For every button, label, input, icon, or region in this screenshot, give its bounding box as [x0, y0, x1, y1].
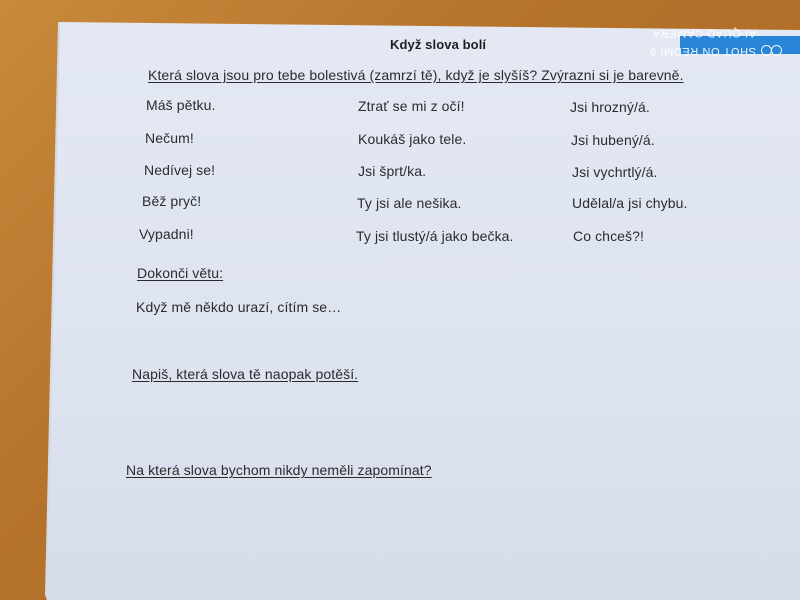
- phrase-col2-row1: Ztrať se mi z očí!: [358, 98, 465, 114]
- phrase-col1-row3: Nedívej se!: [144, 162, 216, 178]
- phrase-col3-row2: Jsi hubený/á.: [571, 132, 655, 148]
- task1-heading: Dokonči větu:: [137, 265, 224, 281]
- instruction-text: Která slova jsou pro tebe bolestivá (zamrzí tě), když je slyšíš? Zvýrazni si je barevně.: [148, 67, 684, 83]
- dual-circle-camera-icon: [760, 46, 782, 57]
- phrase-col2-row5: Ty jsi tlustý/á jako bečka.: [356, 228, 514, 244]
- phrase-col2-row3: Jsi šprt/ka.: [358, 163, 427, 179]
- watermark-line1: SHOT ON REDMI 9: [649, 45, 756, 57]
- phrase-col2-row2: Koukáš jako tele.: [358, 131, 467, 147]
- phrase-col3-row3: Jsi vychrtlý/á.: [572, 164, 658, 180]
- phrase-col3-row4: Udělal/a jsi chybu.: [572, 195, 688, 211]
- phrase-col1-row4: Běž pryč!: [142, 193, 202, 209]
- phrase-col1-row5: Vypadni!: [139, 226, 194, 242]
- task1-prompt: Když mě někdo urazí, cítím se…: [136, 299, 342, 315]
- phrase-col1-row1: Máš pětku.: [146, 97, 216, 113]
- task2-heading: Napiš, která slova tě naopak potěší.: [132, 366, 359, 382]
- phrase-col3-row1: Jsi hrozný/á.: [570, 99, 650, 115]
- task3-heading: Na která slova bychom nikdy neměli zapomínat?: [126, 462, 432, 478]
- phrase-col1-row2: Nečum!: [145, 130, 194, 146]
- watermark-line2: AI QUAD CAMERA: [652, 27, 756, 39]
- phrase-col3-row5: Co chceš?!: [573, 228, 645, 244]
- phrase-col2-row4: Ty jsi ale nešika.: [357, 195, 462, 211]
- camera-watermark: [612, 22, 782, 58]
- worksheet-title: Když slova bolí: [390, 37, 487, 52]
